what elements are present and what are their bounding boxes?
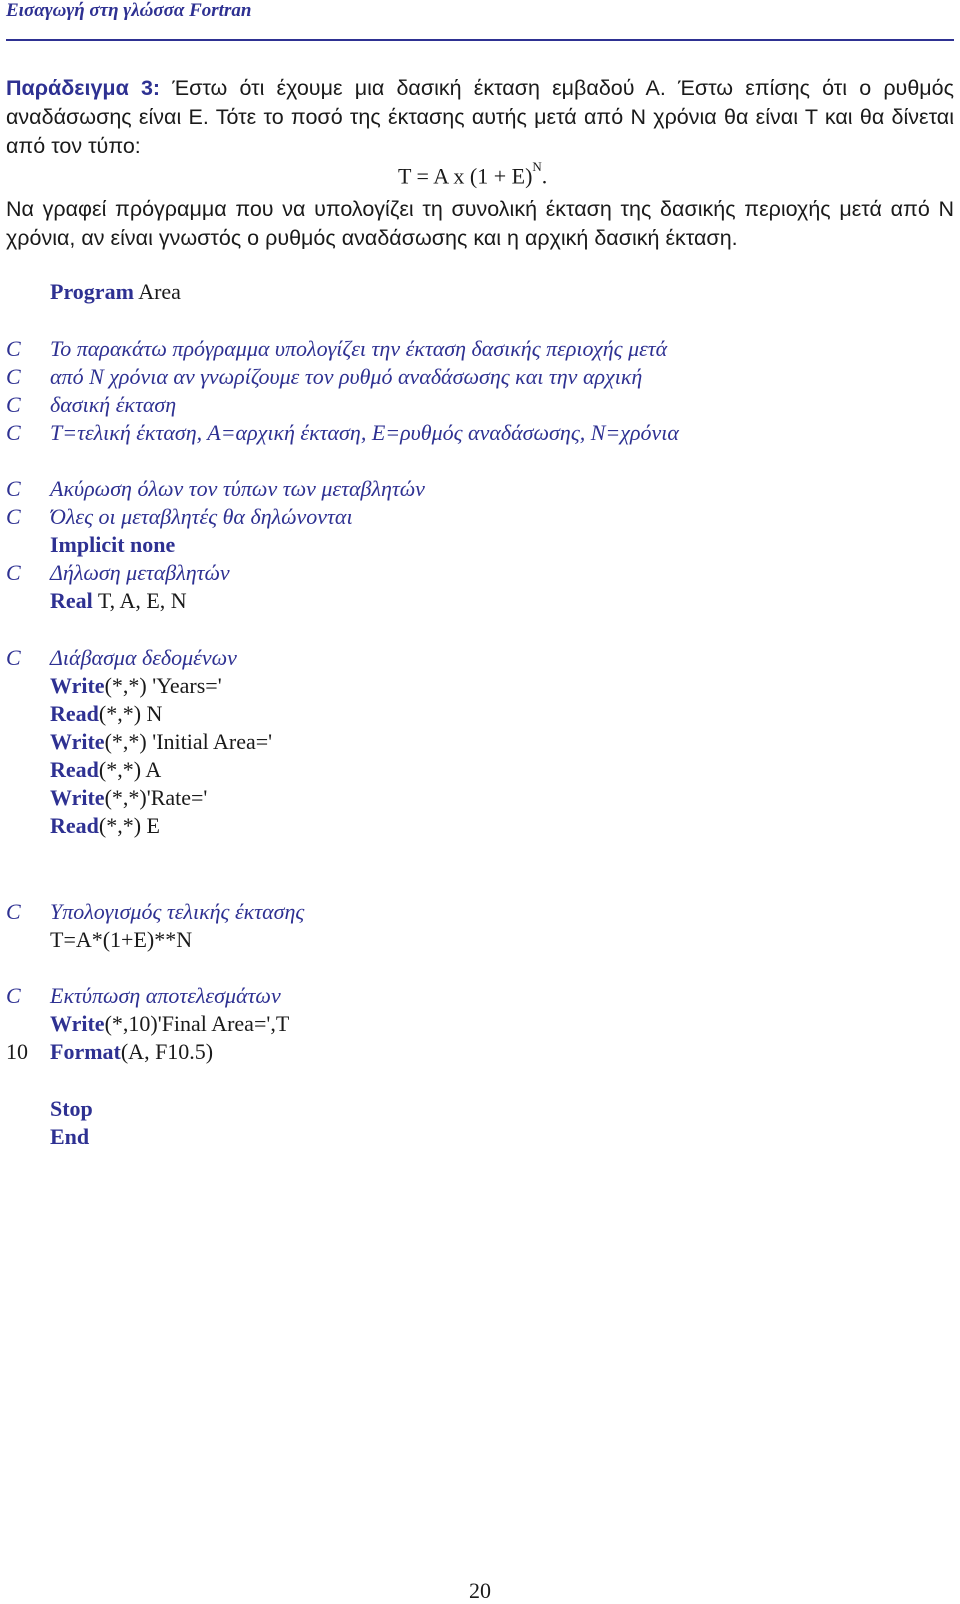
- implicit-none-statement: Implicit none: [50, 532, 176, 557]
- comment-marker: C: [6, 336, 21, 361]
- code-line: [0, 1037, 960, 1066]
- comment-text: Το παρακάτω πρόγραμμα υπολογίζει την έκταση δασικής περιοχής μετά: [50, 336, 668, 361]
- write-keyword: Write: [50, 729, 105, 754]
- code-line: [0, 502, 960, 531]
- code-line: [0, 586, 960, 615]
- write-keyword: Write: [50, 673, 105, 698]
- comment-marker: C: [6, 899, 21, 924]
- code-line: [0, 643, 960, 672]
- formula-end: .: [541, 163, 548, 189]
- code-line: [0, 755, 960, 784]
- header-title: Εισαγωγή στη γλώσσα Fortran: [6, 0, 252, 21]
- header-rule: [6, 39, 954, 41]
- page-number: 20: [469, 1578, 491, 1603]
- formula: [398, 159, 548, 189]
- comment-text: Υπολογισμός τελικής έκτασης: [50, 899, 305, 924]
- code-line: [0, 727, 960, 756]
- write-keyword: Write: [50, 785, 105, 810]
- comment-marker: C: [6, 560, 21, 585]
- comment-text: Διάβασμα δεδομένων: [50, 645, 237, 670]
- comment-text: Ακύρωση όλων τον τύπων των μεταβλητών: [50, 476, 425, 501]
- code-line: [0, 783, 960, 812]
- code-line: [0, 390, 960, 419]
- read-keyword: Read: [50, 701, 99, 726]
- code-line: [0, 897, 960, 926]
- code-line: [0, 811, 960, 840]
- code-line: [0, 277, 960, 306]
- code-line: [0, 671, 960, 700]
- code-line: [0, 474, 960, 503]
- read-keyword: Read: [50, 757, 99, 782]
- program-keyword: Program: [50, 279, 134, 304]
- code-line: [0, 699, 960, 728]
- code-line: [0, 418, 960, 447]
- formula-main: T = A x (1 + E): [398, 163, 533, 189]
- comment-text: Όλες οι μεταβλητές θα δηλώνονται: [50, 504, 353, 529]
- real-keyword: Real: [50, 588, 93, 613]
- read-keyword: Read: [50, 813, 99, 838]
- code-line: [0, 1094, 960, 1123]
- example-label: Παράδειγμα 3:: [6, 76, 161, 100]
- formula-exponent: N: [532, 159, 542, 174]
- code-line: [0, 1122, 960, 1151]
- code-line: [0, 925, 960, 954]
- comment-text: Εκτύπωση αποτελεσμάτων: [50, 983, 281, 1008]
- code-line: [0, 981, 960, 1010]
- comment-marker: C: [6, 420, 21, 445]
- write-args: (*,*) 'Initial Area=': [104, 729, 273, 754]
- comment-marker: C: [6, 364, 21, 389]
- comment-text: Τ=τελική έκταση, Α=αρχική έκταση, Ε=ρυθμός αναδάσωσης, Ν=χρόνια: [50, 420, 679, 445]
- real-args: T, A, E, N: [92, 588, 187, 613]
- write-args: (*,10)'Final Area=',T: [104, 1011, 290, 1036]
- code-line: [0, 362, 960, 391]
- stop-statement: Stop: [50, 1096, 93, 1121]
- task-paragraph: Να γραφεί πρόγραμμα που να υπολογίζει τη συνολική έκταση της δασικής περιοχής μετά από Ν χρόνια, αν είναι γνωστός ο ρυθμός αναδάσωσης και η αρχική δασική έκταση.: [6, 197, 954, 250]
- comment-marker: C: [6, 504, 21, 529]
- read-args: (*,*) E: [98, 813, 160, 838]
- read-args: (*,*) A: [98, 757, 162, 782]
- code-line: [0, 530, 960, 559]
- write-args: (*,*) 'Years=': [104, 673, 222, 698]
- comment-marker: C: [6, 645, 21, 670]
- comment-marker: C: [6, 476, 21, 501]
- calc-statement: T=A*(1+E)**N: [50, 927, 193, 952]
- intro-text: Έστω ότι έχουμε μια δασική έκταση εμβαδού Α. Έστω επίσης ότι ο ρυθμός αναδάσωσης είναι Ε. Τότε το ποσό της έκτασης αυτής μετά από Ν χρόνια θα είναι Τ και θα δίνεται από τον τύπο:: [6, 76, 954, 158]
- comment-text: Δήλωση μεταβλητών: [50, 560, 230, 585]
- format-keyword: Format: [50, 1039, 121, 1064]
- write-args: (*,*)'Rate=': [104, 785, 208, 810]
- intro-paragraph: [6, 74, 954, 161]
- end-statement: End: [50, 1124, 90, 1149]
- format-args: (A, F10.5): [120, 1039, 214, 1064]
- comment-text: δασική έκταση: [50, 392, 177, 417]
- comment-marker: C: [6, 392, 21, 417]
- statement-label: 10: [6, 1039, 28, 1064]
- code-line: [0, 558, 960, 587]
- code-line: [0, 1009, 960, 1038]
- comment-marker: C: [6, 983, 21, 1008]
- read-args: (*,*) N: [98, 701, 163, 726]
- program-name: Area: [133, 279, 181, 304]
- write-keyword: Write: [50, 1011, 105, 1036]
- code-line: [0, 334, 960, 363]
- comment-text: από Ν χρόνια αν γνωρίζουμε τον ρυθμό αναδάσωσης και την αρχική: [50, 364, 643, 389]
